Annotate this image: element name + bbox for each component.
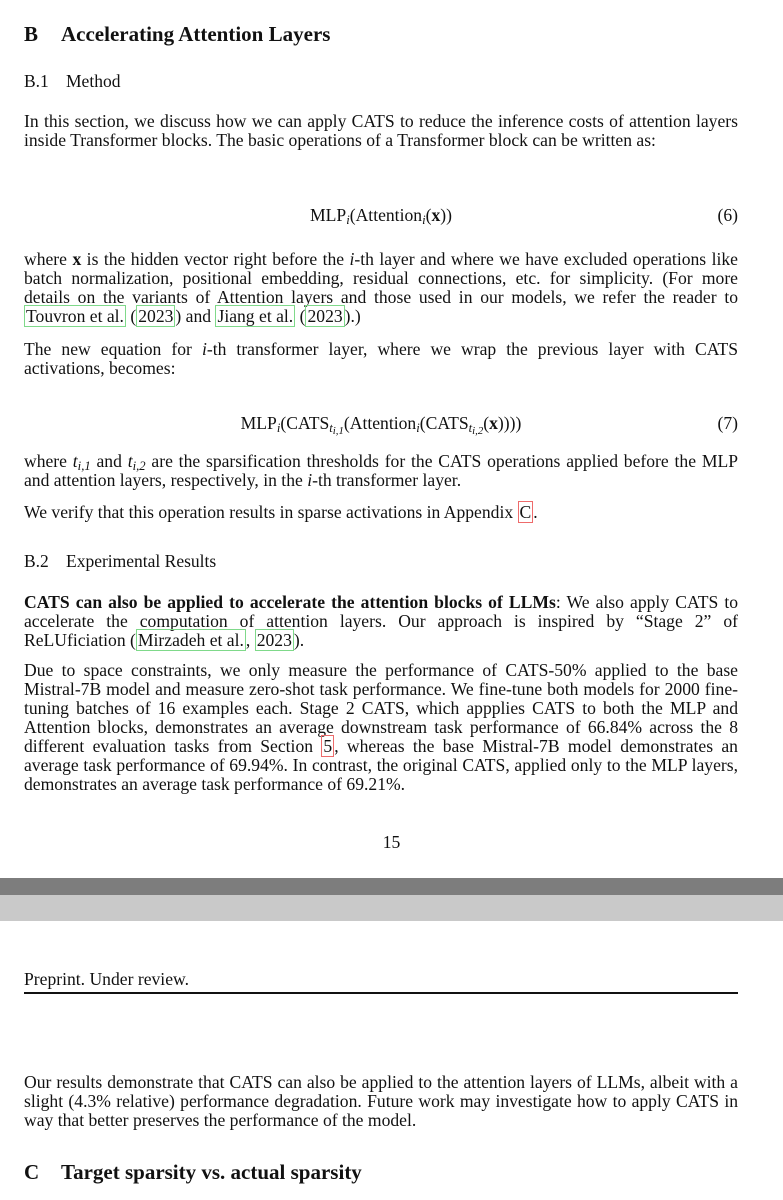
citation-link-touvron[interactable]: Touvron et al. — [26, 306, 124, 326]
citation-link-touvron-year[interactable]: 2023 — [138, 306, 174, 326]
citation-link-mirzadeh-year[interactable]: 2023 — [256, 630, 292, 650]
section-number: B — [24, 22, 39, 46]
appendix-c-link[interactable]: C — [519, 502, 532, 522]
subsection-title: Method — [66, 71, 121, 91]
section-title: Target sparsity vs. actual sparsity — [61, 1160, 362, 1184]
citation-link-mirzadeh[interactable]: Mirzadeh et al. — [137, 630, 244, 650]
equation-6 — [24, 205, 738, 229]
section-heading-c — [24, 1160, 738, 1185]
section-heading-b — [24, 22, 738, 47]
equation-number: (7) — [717, 413, 738, 433]
equation-6-math: $MLP_i(Attention_i(x))$ — [310, 205, 452, 228]
paragraph-conclusion: Our results demonstrate that CATS can also be applied to the attention layers of LLMs, albeit with a slight (4.3% relative) performance degradation. Future work may investigate how to apply CATS in way that better preserves the performance of the model. — [24, 1072, 738, 1130]
header-rule — [24, 992, 738, 994]
paragraph-new-equation: The new equation for i-th transformer layer, where we wrap the previous layer with CATS activations, becomes: — [24, 339, 738, 378]
page-number: 15 — [382, 832, 401, 852]
paragraph-where-thresholds: where $t_{i,1}$ and $t_{i,2}$ are the sparsification thresholds for the CATS operations applied before the MLP and attention layers, respectively, in the i-th transformer layer. — [24, 451, 738, 490]
paragraph-intro: In this section, we discuss how we can apply CATS to reduce the inference costs of attention layers inside Transformer blocks. The basic operations of a Transformer block can be written as: — [24, 111, 738, 150]
section-number: C — [24, 1160, 40, 1184]
paragraph-verify: We verify that this operation results in sparse activations in Appendix C . — [24, 502, 538, 522]
pdf-page-16 — [0, 921, 783, 1200]
paragraph-results-1: CATS can also be applied to accelerate the attention blocks of LLMs: We also apply CATS to accelerate the computation of attention layers. Our approach is inspired by “Stage 2” of ReLUficiation ( Mirzadeh et al. , 2023 ). — [24, 592, 738, 650]
equation-7 — [24, 413, 738, 437]
page-gap-shadow — [0, 878, 783, 895]
equation-number: (6) — [717, 205, 738, 225]
section-title: Accelerating Attention Layers — [61, 22, 331, 46]
running-header: Preprint. Under review. — [24, 969, 189, 989]
subsection-number: B.1 — [24, 71, 49, 91]
subsection-heading-b2 — [24, 551, 738, 572]
subsection-number: B.2 — [24, 551, 49, 571]
subsection-title: Experimental Results — [66, 551, 217, 571]
page-gap — [0, 878, 783, 921]
equation-7-math: $MLP_i(CATS_{t_{i,1}}(Attention_i(CATS_{t_{i,2}}(x))))$ — [240, 413, 522, 438]
subsection-heading-b1 — [24, 71, 738, 92]
paragraph-results-2: Due to space constraints, we only measure the performance of CATS-50% applied to the base Mistral-7B model and measure zero-shot task performance. We fine-tune both models for 2000 fine-tuning batches of 16 examples each. Stage 2 CATS, which appplies CATS to both the MLP and Attention blocks, demonstrates an average downstream task performance of 66.84% across the 8 different evaluation tasks from Section 5 , whereas the base Mistral-7B model demonstrates an average task performance of 69.94%. In contrast, the original CATS, applied only to the MLP layers, demonstrates an average task performance of 69.21%. — [24, 660, 738, 794]
section-5-link[interactable]: 5 — [323, 736, 333, 756]
citation-link-jiang[interactable]: Jiang et al. — [217, 306, 294, 326]
paragraph-where-x: where x is the hidden vector right before the i-th layer and where we have excluded operations like batch normalization, positional embedding, residual connections, etc. for simplicity. (For more details on the variants of Attention layers and those used in our models, we refer the reader to Touvron et al. ( 2023 ) and Jiang et al. ( 2023 ).) — [24, 249, 738, 326]
citation-link-jiang-year[interactable]: 2023 — [307, 306, 343, 326]
